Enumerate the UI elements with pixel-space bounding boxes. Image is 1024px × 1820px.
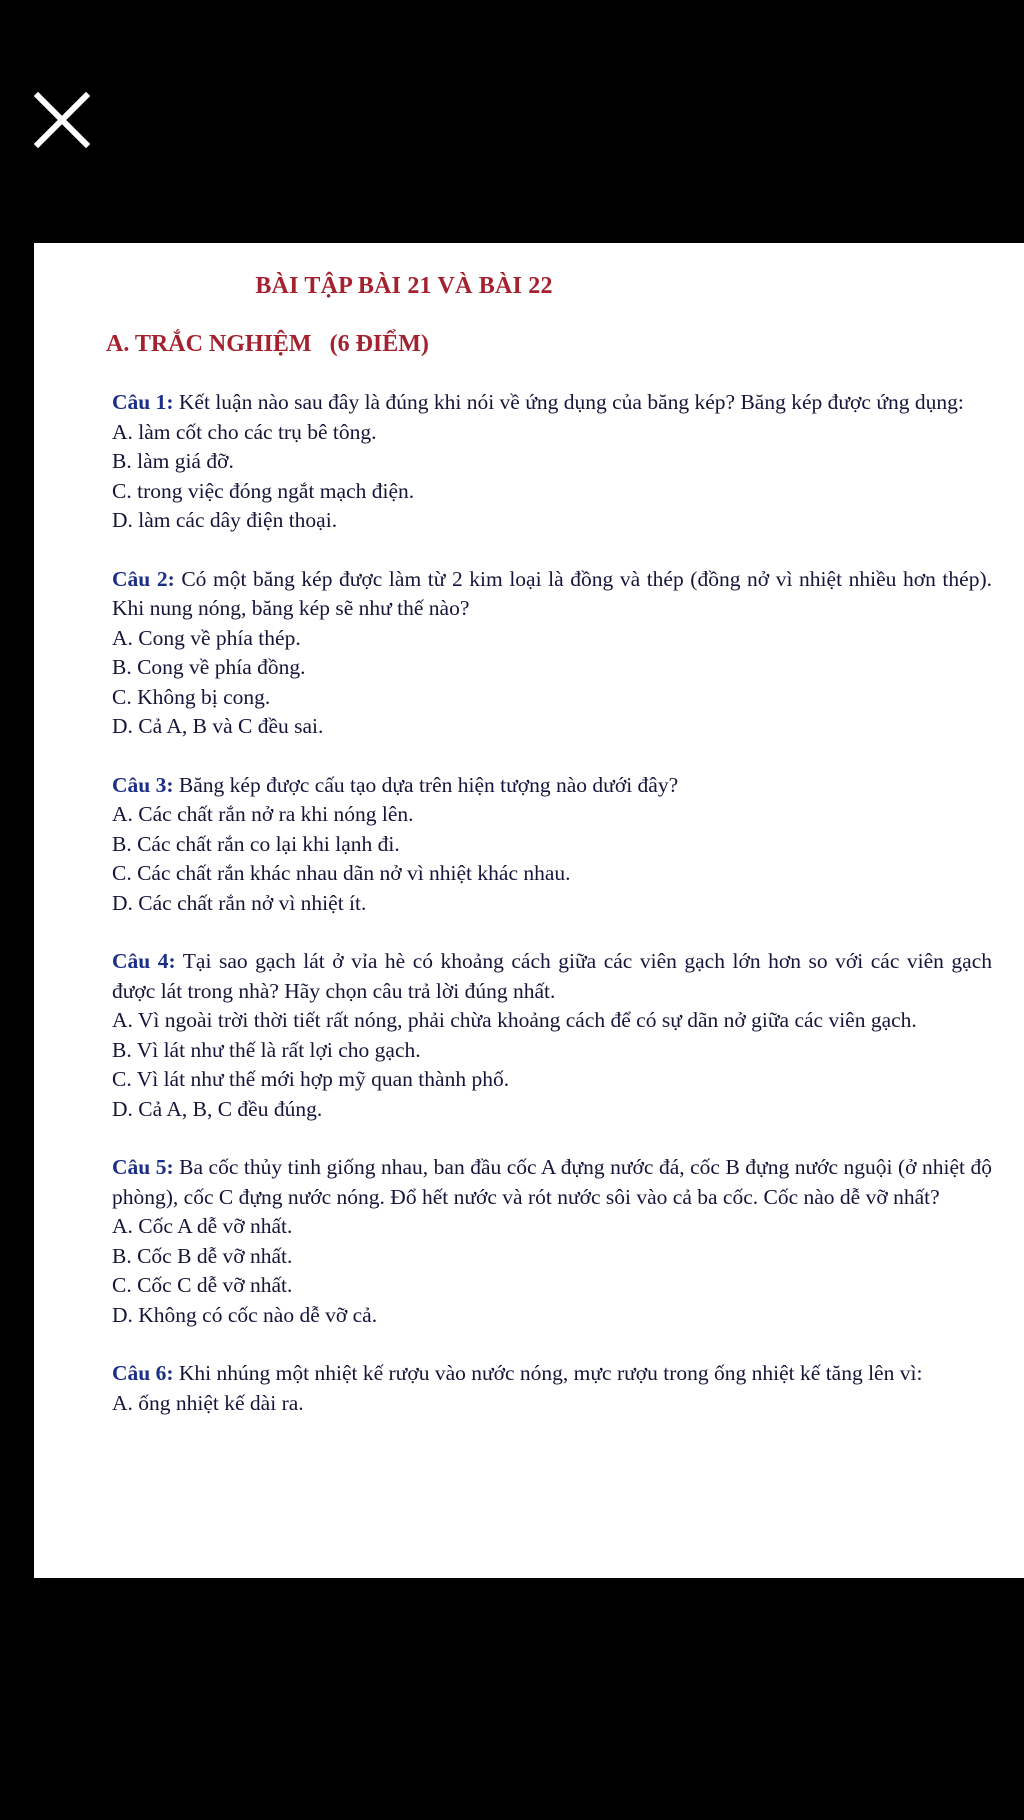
option-b: B. Cốc B dễ vỡ nhất.	[112, 1243, 293, 1268]
option-b: B. Các chất rắn co lại khi lạnh đi.	[112, 831, 400, 856]
option-b: B. Vì lát như thế là rất lợi cho gạch.	[112, 1037, 421, 1062]
question-text: Tại sao gạch lát ở vỉa hè có khoảng cách giữa các viên gạch lớn hơn so với các viên gạch được lát trong nhà? Hãy chọn câu trả lời đúng nhất.	[112, 949, 992, 1003]
question-number: Câu 6:	[112, 1361, 174, 1385]
question-number: Câu 3:	[112, 772, 174, 797]
question-prompt	[112, 1359, 992, 1389]
question-list	[112, 388, 992, 1447]
question-number: Câu 2:	[112, 566, 175, 591]
option-b: B. Cong về phía đồng.	[112, 655, 306, 679]
question-prompt	[112, 1153, 992, 1212]
option-d: D. làm các dây điện thoại.	[112, 508, 338, 532]
option-a: A. làm cốt cho các trụ bê tông.	[112, 419, 377, 444]
option-a: A. Cong về phía thép.	[112, 625, 301, 650]
option-list	[112, 1389, 992, 1419]
question-4	[112, 947, 992, 1124]
option-c: C. trong việc đóng ngắt mạch điện.	[112, 478, 415, 503]
question-prompt	[112, 947, 992, 1006]
option-c: C. Không bị cong.	[112, 684, 271, 709]
question-prompt	[112, 565, 992, 624]
close-button[interactable]	[22, 80, 102, 160]
option-a: A. Cốc A dễ vỡ nhất.	[112, 1214, 293, 1238]
question-1	[112, 388, 992, 536]
option-c: C. Cốc C dễ vỡ nhất.	[112, 1273, 293, 1297]
question-number: Câu 5:	[112, 1155, 174, 1179]
option-d: D. Không có cốc nào dễ vỡ cả.	[112, 1302, 378, 1327]
question-number: Câu 4:	[112, 949, 176, 973]
option-a: A. Các chất rắn nở ra khi nóng lên.	[112, 802, 414, 826]
question-text: Băng kép được cấu tạo dựa trên hiện tượng nào dưới đây?	[173, 772, 679, 797]
option-c: C. Các chất rắn khác nhau dãn nở vì nhiệt khác nhau.	[112, 861, 571, 885]
option-d: D. Cả A, B, C đều đúng.	[112, 1096, 323, 1121]
option-list	[112, 418, 992, 536]
option-d: D. Các chất rắn nở vì nhiệt ít.	[112, 890, 367, 915]
question-6	[112, 1359, 992, 1418]
option-d: D. Cả A, B và C đều sai.	[112, 714, 324, 738]
question-prompt	[112, 388, 992, 418]
option-b: B. làm giá đỡ.	[112, 449, 234, 473]
question-text: Ba cốc thủy tinh giống nhau, ban đầu cốc A đựng nước đá, cốc B đựng nước nguội (ở nhiệt độ phòng), cốc C đựng nước nóng. Đổ hết nước và rót nước sôi vào cả ba cốc. Cốc nào dễ vỡ nhất?	[112, 1155, 992, 1209]
close-icon	[22, 80, 102, 160]
option-list	[112, 1006, 992, 1124]
option-list	[112, 800, 992, 918]
question-3	[112, 771, 992, 919]
option-a: A. Vì ngoài trời thời tiết rất nóng, phải chừa khoảng cách để có sự dãn nở giữa các viên gạch.	[112, 1008, 917, 1032]
option-a: A. ống nhiệt kế dài ra.	[112, 1390, 304, 1415]
option-list	[112, 624, 992, 742]
option-c: C. Vì lát như thế mới hợp mỹ quan thành phố.	[112, 1067, 510, 1091]
question-prompt	[112, 771, 992, 801]
section-title: A. TRẮC NGHIỆM (6 ĐIỂM)	[106, 331, 429, 357]
question-2	[112, 565, 992, 742]
question-text: Khi nhúng một nhiệt kế rượu vào nước nóng, mực rượu trong ống nhiệt kế tăng lên vì:	[173, 1361, 923, 1385]
document-title: BÀI TẬP BÀI 21 VÀ BÀI 22	[255, 273, 553, 299]
question-number: Câu 1:	[112, 390, 174, 414]
question-text: Có một băng kép được làm từ 2 kim loại là đồng và thép (đồng nở vì nhiệt nhiều hơn thép). Khi nung nóng, băng kép sẽ như thế nào?	[112, 566, 992, 620]
document-page	[34, 243, 1024, 1578]
question-5	[112, 1153, 992, 1330]
question-text: Kết luận nào sau đây là đúng khi nói về ứng dụng của băng kép? Băng kép được ứng dụng:	[173, 390, 964, 414]
option-list	[112, 1212, 992, 1330]
